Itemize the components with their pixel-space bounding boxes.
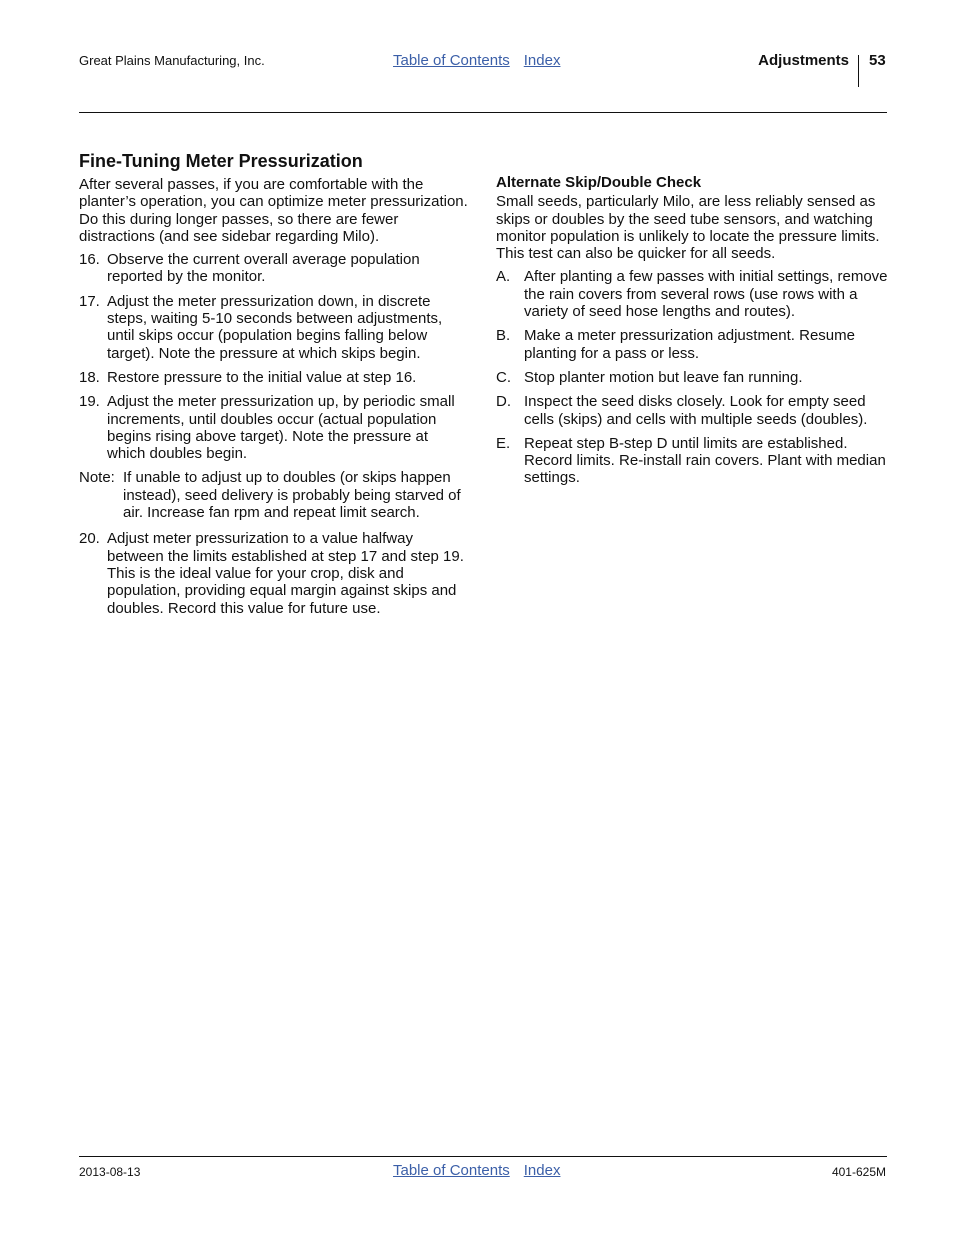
note (79, 469, 469, 521)
document-number: 401-625M (831, 1165, 886, 1179)
step-text: Adjust the meter pressurization up, by periodic small increments, until doubles occur (actual population begins rising above target). Note the pressure at which doubles begin. (107, 393, 455, 463)
list-item (496, 435, 888, 487)
step-number: 16. (79, 251, 100, 269)
step-number: 18. (79, 368, 100, 386)
step-letter: A. (496, 268, 511, 286)
step-text: Adjust meter pressurization to a value halfway between the limits established at step 17 and step 19. This is the ideal value for your crop, disk and population, providing equal margin against skips and doubles. Record this value for future use. (107, 530, 464, 617)
step-text: Stop planter motion but leave fan running. (524, 368, 803, 386)
header-index-link[interactable]: Index (523, 52, 561, 69)
section-heading: Fine-Tuning Meter Pressurization (79, 151, 363, 171)
step-number: 19. (79, 393, 100, 411)
header-toc-link[interactable]: Table of Contents (393, 52, 510, 69)
list-item (79, 369, 469, 386)
footer-index-link[interactable]: Index (523, 1162, 561, 1179)
footer-toc-link[interactable]: Table of Contents (393, 1162, 510, 1179)
footer-rule (79, 1156, 887, 1157)
note-text: If unable to adjust up to doubles (or skips happen instead), seed delivery is probably being starved of air. Increase fan rpm and repeat limit search. (123, 469, 461, 522)
header-divider (858, 55, 859, 87)
step-letter: E. (496, 434, 511, 452)
list-item (79, 393, 469, 462)
step-text: After planting a few passes with initial settings, remove the rain covers from several rows (use rows with a variety of seed hose lengths and routes). (524, 268, 888, 321)
step-number: 20. (79, 530, 100, 548)
right-column (496, 174, 888, 494)
note-label: Note: (79, 469, 115, 487)
intro-paragraph: After several passes, if you are comfortable with the planter’s operation, you can optimize meter pressurization. Do this during longer passes, so there are fewer distractions (and see sidebar regarding Milo). (79, 176, 468, 245)
step-text: Restore pressure to the initial value at step 16. (107, 368, 417, 386)
left-column (79, 150, 469, 624)
page-number: 53 (869, 52, 886, 69)
step-number: 17. (79, 292, 100, 310)
list-item (496, 369, 888, 386)
step-text: Observe the current overall average population reported by the monitor. (107, 251, 420, 286)
company-name: Great Plains Manufacturing, Inc. (79, 53, 265, 68)
step-letter: C. (496, 368, 511, 386)
list-item (79, 251, 469, 286)
step-text: Repeat step B-step D until limits are established. Record limits. Re-install rain covers. Plant with median settings. (524, 434, 886, 487)
footer-nav (393, 1162, 574, 1179)
list-item (79, 293, 469, 362)
header-nav (393, 52, 574, 69)
intro-paragraph: Small seeds, particularly Milo, are less reliably sensed as skips or doubles by the seed tube sensors, and watching monitor population is unlikely to locate the pressure limits. This test can also be quicker for all seeds. (496, 193, 880, 263)
step-text: Inspect the seed disks closely. Look for empty seed cells (skips) and cells with multiple seeds (doubles). (524, 393, 868, 428)
list-item (496, 393, 888, 428)
list-item (496, 327, 888, 362)
step-text: Make a meter pressurization adjustment. Resume planting for a pass or less. (524, 327, 855, 362)
step-text: Adjust the meter pressurization down, in discrete steps, waiting 5-10 seconds between adjustments, until skips occur (population begins falling below target). Note the pressure at which skips begin. (107, 292, 443, 362)
list-item (496, 268, 888, 320)
subsection-heading: Alternate Skip/Double Check (496, 174, 702, 191)
header-rule (79, 112, 887, 113)
footer-date: 2013-08-13 (79, 1165, 141, 1179)
step-letter: B. (496, 327, 511, 345)
list-item (79, 530, 469, 616)
step-letter: D. (496, 393, 511, 411)
section-title: Adjustments (758, 52, 849, 69)
